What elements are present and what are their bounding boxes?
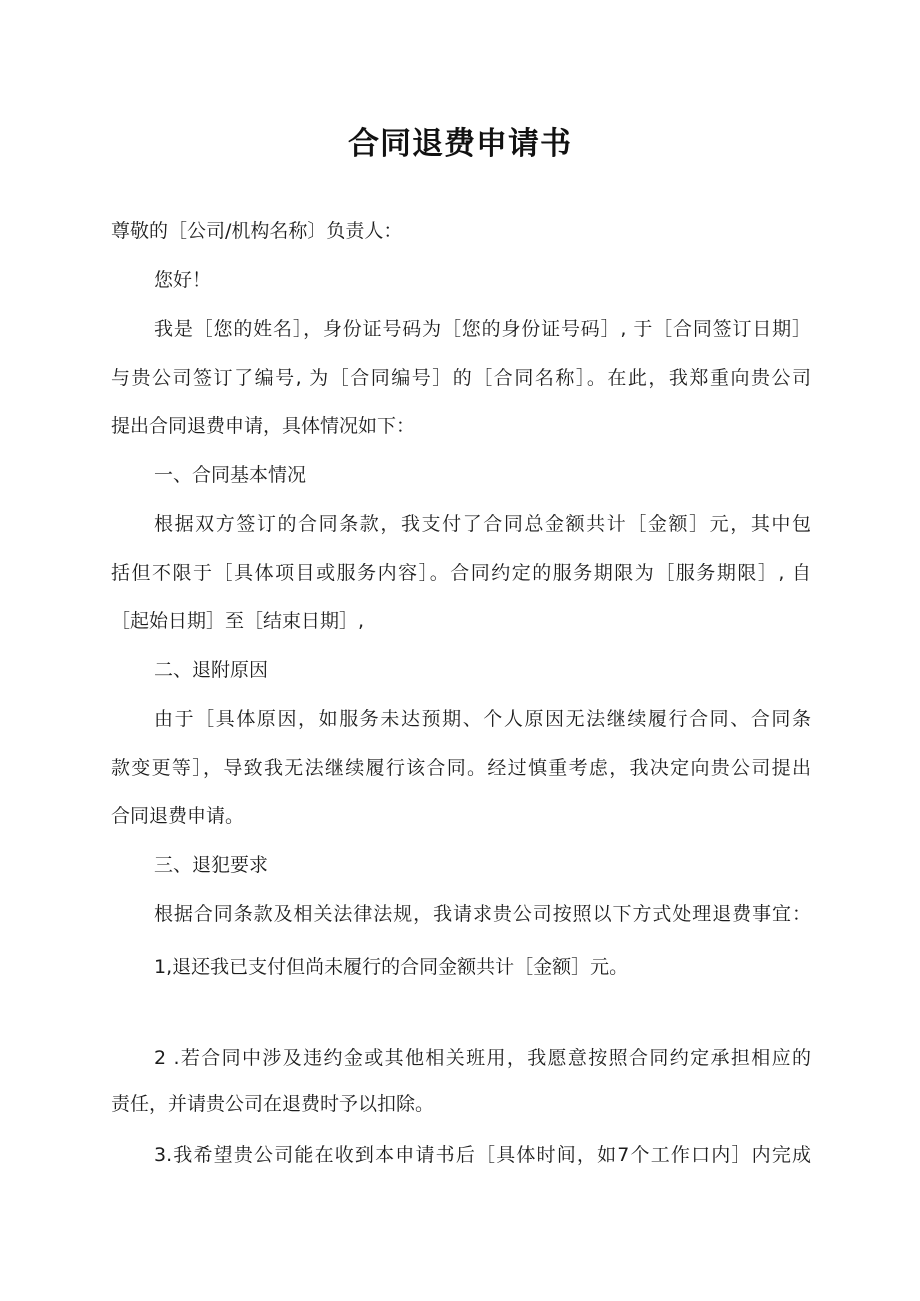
section-3-line-1: 根据合同条款及相关法律法规，我请求贵公司按照以下方式处理退费事宜：: [154, 903, 811, 925]
section-2-heading: 二、退附原因: [154, 659, 269, 681]
list-item-1: 1,退还我已支付但尚未履行的合同金额共计［金额］元。: [154, 956, 629, 978]
section-1-heading: 一、合同基本情况: [154, 464, 307, 486]
list-item-3-line-1: 3.我希望贵公司能在收到本申请书后［具体时间，如7个工作口内］内完成: [154, 1144, 811, 1166]
salutation: 尊敬的［公司/机构名称〕负责人：: [111, 220, 403, 242]
section-1-line-2: 括但不限于［具体项目或服务内容］。合同约定的服务期限为［服务期限］, 自: [111, 562, 811, 584]
list-item-2-line-1: 2 .若合同中涉及违约金或其他相关班用，我愿意按照合同约定承担相应的: [154, 1047, 811, 1069]
intro-line-2: 与贵公司签订了编号, 为［合同编号］的［合同名称］。在此，我郑重向贵公司: [111, 367, 811, 389]
section-2-line-3: 合同退费申请。: [111, 805, 245, 827]
section-2-line-1: 由于［具体原因，如服务未达预期、个人原因无法继续履行合同、合同条: [154, 708, 811, 730]
intro-line-3: 提出合同退费申请，具体情况如下：: [111, 415, 416, 437]
greeting: 您好！: [154, 269, 212, 291]
section-3-heading: 三、退犯要求: [154, 854, 269, 876]
section-1-line-3: ［起始日期］至［结束日期］,: [111, 610, 365, 632]
section-1-line-1: 根据双方签订的合同条款，我支付了合同总金额共计［金额］元，其中包: [154, 513, 811, 535]
document-title: 合同退费申请书: [348, 126, 572, 162]
list-item-2-line-2: 责任，并请贵公司在退费时予以扣除。: [111, 1093, 435, 1115]
intro-line-1: 我是［您的姓名］，身份证号码为［您的身份证号码］, 于［合同签订日期］: [154, 318, 811, 340]
section-2-line-2: 款变更等］，导致我无法继续履行该合同。经过慎重考虑，我决定向贵公司提出: [111, 757, 811, 779]
